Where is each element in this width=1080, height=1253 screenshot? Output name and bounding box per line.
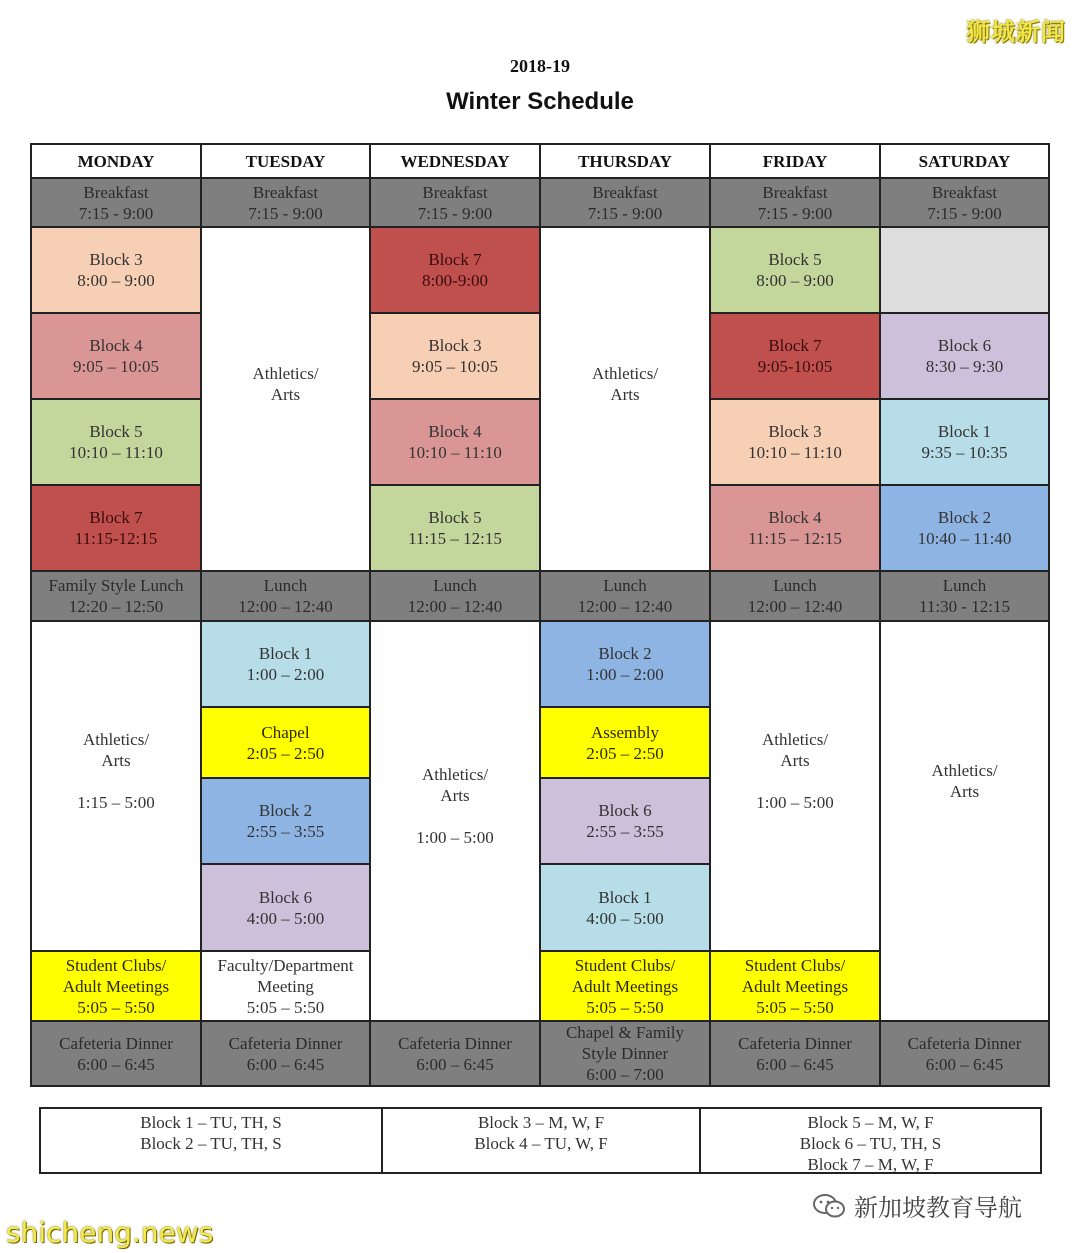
block-cell: Block 2 1:00 – 2:00 — [541, 622, 711, 708]
athletics-cell: Athletics/ Arts 1:00 – 5:00 — [711, 622, 881, 952]
day-header-thursday: THURSDAY — [541, 145, 711, 179]
block-cell: Block 3 9:05 – 10:05 — [371, 314, 541, 400]
lunch-cell: Lunch 12:00 – 12:40 — [711, 572, 881, 622]
schedule-grid — [30, 143, 1050, 1087]
legend-column: Block 3 – M, W, F Block 4 – TU, W, F — [381, 1109, 699, 1172]
breakfast-cell: Breakfast 7:15 - 9:00 — [371, 179, 541, 228]
block-cell: Block 5 11:15 – 12:15 — [371, 486, 541, 572]
clubs-cell: Student Clubs/ Adult Meetings 5:05 – 5:50 — [32, 952, 202, 1022]
breakfast-cell: Breakfast 7:15 - 9:00 — [202, 179, 371, 228]
watermark-bottom-right — [812, 1188, 1022, 1223]
faculty-meeting-cell: Faculty/Department Meeting 5:05 – 5:50 — [202, 952, 371, 1022]
block-cell: Block 4 10:10 – 11:10 — [371, 400, 541, 486]
block-cell: Block 4 11:15 – 12:15 — [711, 486, 881, 572]
legend-column: Block 1 – TU, TH, S Block 2 – TU, TH, S — [140, 1113, 282, 1153]
lunch-cell: Lunch 12:00 – 12:40 — [371, 572, 541, 622]
block-cell: Block 1 9:35 – 10:35 — [881, 400, 1048, 486]
block-cell: Block 1 1:00 – 2:00 — [202, 622, 371, 708]
dinner-cell: Cafeteria Dinner 6:00 – 6:45 — [711, 1022, 881, 1085]
block-cell: Block 5 8:00 – 9:00 — [711, 228, 881, 314]
lunch-cell: Lunch 12:00 – 12:40 — [202, 572, 371, 622]
athletics-cell: Athletics/ Arts — [202, 228, 371, 572]
block-cell: Block 7 8:00-9:00 — [371, 228, 541, 314]
athletics-cell: Athletics/ Arts 1:00 – 5:00 — [371, 622, 541, 1022]
day-header-monday: MONDAY — [32, 145, 202, 179]
dinner-cell: Cafeteria Dinner 6:00 – 6:45 — [371, 1022, 541, 1085]
breakfast-cell: Breakfast 7:15 - 9:00 — [32, 179, 202, 228]
block-cell: Block 4 9:05 – 10:05 — [32, 314, 202, 400]
block-cell: Block 5 10:10 – 11:10 — [32, 400, 202, 486]
dinner-cell: Chapel & Family Style Dinner 6:00 – 7:00 — [541, 1022, 711, 1085]
clubs-cell: Student Clubs/ Adult Meetings 5:05 – 5:50 — [541, 952, 711, 1022]
breakfast-cell: Breakfast 7:15 - 9:00 — [541, 179, 711, 228]
block-cell: Block 3 10:10 – 11:10 — [711, 400, 881, 486]
block-cell: Block 6 2:55 – 3:55 — [541, 779, 711, 865]
watermark-top: 狮城新闻 — [966, 18, 1066, 46]
block-cell: Block 1 4:00 – 5:00 — [541, 865, 711, 952]
block-cell: Block 3 8:00 – 9:00 — [32, 228, 202, 314]
watermark-bottom-left: shicheng.news — [6, 1216, 214, 1249]
block-cell: Block 2 10:40 – 11:40 — [881, 486, 1048, 572]
athletics-cell: Athletics/ Arts 1:15 – 5:00 — [32, 622, 202, 952]
schedule-title: Winter Schedule — [446, 88, 634, 115]
block-cell: Block 6 8:30 – 9:30 — [881, 314, 1048, 400]
lunch-cell: Lunch 11:30 - 12:15 — [881, 572, 1048, 622]
block-cell: Block 7 11:15-12:15 — [32, 486, 202, 572]
lunch-cell: Lunch 12:00 – 12:40 — [541, 572, 711, 622]
block-cell: Block 2 2:55 – 3:55 — [202, 779, 371, 865]
schedule-year: 2018-19 — [510, 56, 570, 76]
day-header-saturday: SATURDAY — [881, 145, 1048, 179]
breakfast-cell: Breakfast 7:15 - 9:00 — [711, 179, 881, 228]
lunch-cell: Family Style Lunch 12:20 – 12:50 — [32, 572, 202, 622]
day-header-wednesday: WEDNESDAY — [371, 145, 541, 179]
athletics-cell: Athletics/ Arts — [541, 228, 711, 572]
breakfast-cell: Breakfast 7:15 - 9:00 — [881, 179, 1048, 228]
clubs-cell: Student Clubs/ Adult Meetings 5:05 – 5:50 — [711, 952, 881, 1022]
block-legend — [39, 1107, 1042, 1174]
legend-column: Block 5 – M, W, F Block 6 – TU, TH, S Block 7 – M, W, F — [699, 1109, 1040, 1172]
chapel-cell: Chapel 2:05 – 2:50 — [202, 708, 371, 779]
block-cell: Block 6 4:00 – 5:00 — [202, 865, 371, 952]
dinner-cell: Cafeteria Dinner 6:00 – 6:45 — [202, 1022, 371, 1085]
empty-block-cell — [881, 228, 1048, 314]
day-header-friday: FRIDAY — [711, 145, 881, 179]
dinner-cell: Cafeteria Dinner 6:00 – 6:45 — [881, 1022, 1048, 1085]
athletics-cell: Athletics/ Arts — [881, 622, 1048, 1022]
dinner-cell: Cafeteria Dinner 6:00 – 6:45 — [32, 1022, 202, 1085]
block-cell: Block 7 9:05-10:05 — [711, 314, 881, 400]
wechat-icon — [812, 1192, 846, 1220]
watermark-account-name: 新加坡教育导航 — [854, 1194, 1022, 1222]
day-header-tuesday: TUESDAY — [202, 145, 371, 179]
assembly-cell: Assembly 2:05 – 2:50 — [541, 708, 711, 779]
